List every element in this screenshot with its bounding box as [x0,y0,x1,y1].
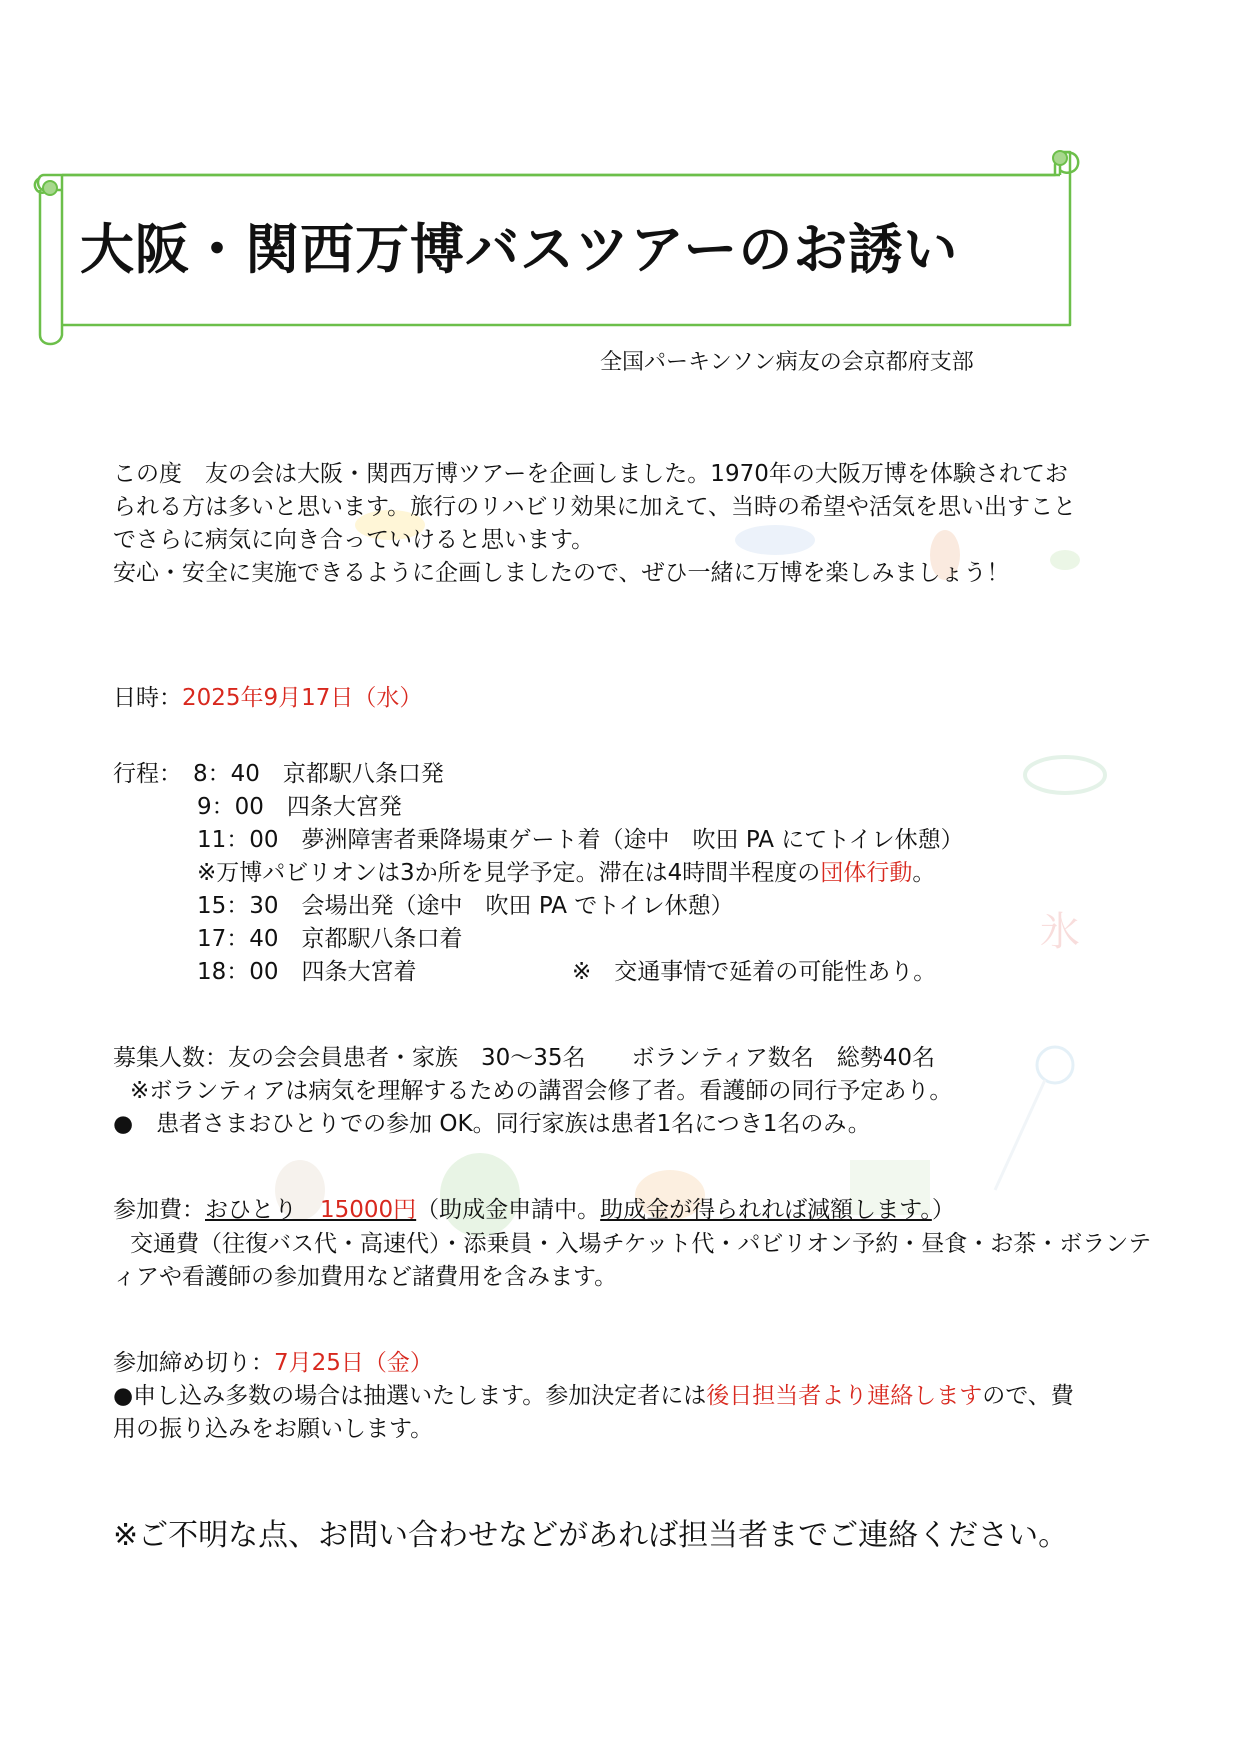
fee-row: 参加費：おひとり 15000円（助成金申請中。助成金が得られれば減額します。） [113,1197,955,1223]
solo-participation-note: ● 患者さまおひとりでの参加 OK。同行家族は患者1名につき1名のみ。 [113,1111,871,1137]
volunteer-note: ※ボランティアは病気を理解するための講習会修了者。看護師の同行予定あり。 [130,1078,953,1104]
date-label: 日時： [113,685,182,711]
fee-per-person: おひとり 15000円 [205,1197,417,1223]
fee-details-line-1: 交通費（往復バス代・高速代）・添乗員・入場チケット代・パビリオン予約・昼食・お茶・ボランテ [130,1231,1152,1257]
intro-line-3: でさらに病気に向き合っていけると思います。 [113,527,595,553]
deadline-value: 7月25日（金） [274,1350,433,1376]
intro-line-1: この度 友の会は大阪・関西万博ツアーを企画しました。1970年の大阪万博を体験されてお [113,461,1068,487]
ice-flag-illustration: 氷 [1040,909,1080,955]
lottery-note-line-1: ●申し込み多数の場合は抽選いたします。参加決定者には後日担当者より連絡しますので、費 [113,1383,1074,1409]
intro-line-4: 安心・安全に実施できるように企画しましたので、ぜひ一緒に万博を楽しみましょう！ [113,560,1010,586]
lottery-note-line-2: 用の振り込みをお願いします。 [113,1416,434,1442]
group-action-highlight: 団体行動 [820,860,913,886]
fee-amount: 15000円 [320,1197,417,1223]
schedule-item: 15：30 会場出発（途中 吹田 PA でトイレ休憩） [197,893,734,919]
intro-line-2: られる方は多いと思います。旅行のリハビリ効果に加えて、当時の希望や活気を思い出すこと [113,494,1077,520]
schedule-pavilion-note: ※万博パビリオンは3か所を見学予定。滞在は4時間半程度の団体行動。 [197,860,936,886]
date-row [113,682,422,715]
page-title: 大阪・関西万博バスツアーのお誘い [80,218,959,281]
traffic-note: ※ 交通事情で延着の可能性あり。 [572,959,937,985]
schedule-item: 17：40 京都駅八条口着 [197,926,463,952]
schedule-item: 8：40 京都駅八条口発 [193,761,444,787]
organization-name: 全国パーキンソン病友の会京都府支部 [600,350,974,375]
schedule-label: 行程： [113,761,182,787]
deadline-row [113,1347,433,1380]
fee-label: 参加費： [113,1197,205,1223]
contact-highlight: 後日担当者より連絡します [706,1383,983,1409]
schedule-item: 9：00 四条大宮発 [197,794,402,820]
closing-note: ※ご不明な点、お問い合わせなどがあれば担当者までご連絡ください。 [113,1518,1069,1553]
schedule-item: 11：00 夢洲障害者乗降場東ゲート着（途中 吹田 PA にてトイレ休憩） [197,827,964,853]
subsidy-note: 助成金が得られれば減額します。 [600,1197,932,1223]
recruitment-line: 募集人数：友の会会員患者・家族 30～35名 ボランティア数名 総勢40名 [113,1045,935,1071]
net-illustration [1037,1047,1073,1083]
fee-details-line-2: ィアや看護師の参加費用など諸費用を含みます。 [113,1264,618,1290]
schedule-item: 18：00 四条大宮着 [197,959,417,985]
date-value: 2025年9月17日（水） [182,685,423,711]
deadline-label: 参加締め切り： [113,1350,274,1376]
mosquito-coil-illustration [1025,757,1105,793]
